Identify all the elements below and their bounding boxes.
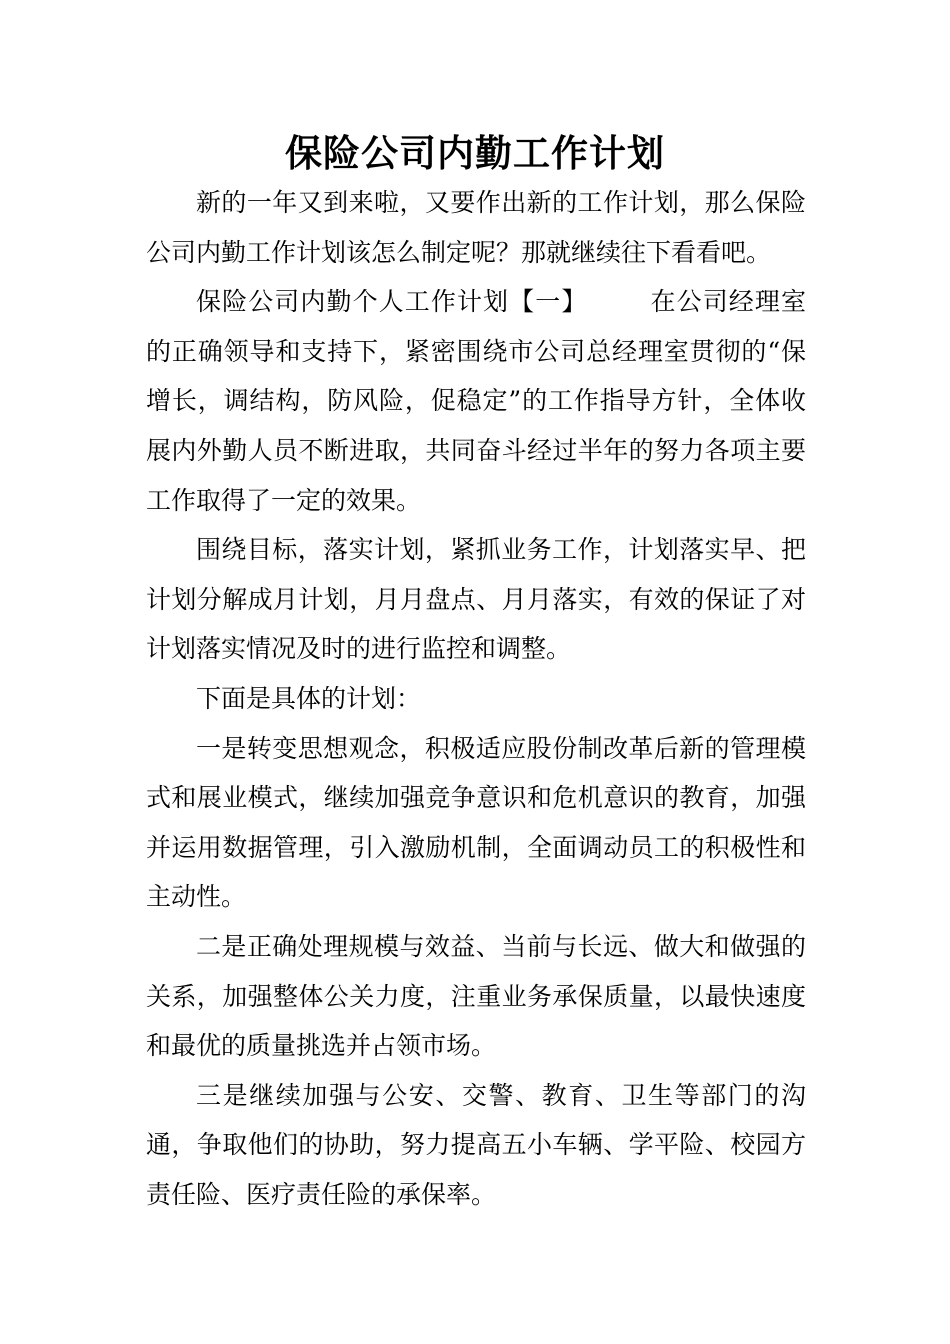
body-paragraph: 二是正确处理规模与效益、当前与长远、做大和做强的关系，加强整体公关力度，注重业务承保质量，以最快速度和最优的质量挑选并占领市场。 bbox=[146, 931, 806, 1061]
body-paragraph: 三是继续加强与公安、交警、教育、卫生等部门的沟通，争取他们的协助，努力提高五小车辆、学平险、校园方责任险、医疗责任险的承保率。 bbox=[146, 1080, 806, 1209]
section-paragraph bbox=[146, 277, 806, 525]
document-title: 保险公司内勤工作计划 bbox=[285, 131, 665, 175]
intro-paragraph: 新的一年又到来啦，又要作出新的工作计划，那么保险公司内勤工作计划该怎么制定呢？那就继续往下看看吧。 bbox=[146, 188, 806, 267]
body-paragraph: 下面是具体的计划： bbox=[196, 683, 422, 713]
document-body bbox=[146, 178, 806, 1219]
section-heading: 保险公司内勤个人工作计划【一】 bbox=[196, 287, 588, 317]
section-text: 在公司经理室的正确领导和支持下，紧密围绕市公司总经理室贯彻的“保增长，调结构，防风险，促稳定”的工作指导方针，全体收展内外勤人员不断进取，共同奋斗经过半年的努力各项主要工作取得了一定的效果。 bbox=[146, 287, 806, 515]
body-paragraph: 围绕目标，落实计划，紧抓业务工作，计划落实早、把计划分解成月计划，月月盘点、月月落实，有效的保证了对计划落实情况及时的进行监控和调整。 bbox=[146, 535, 806, 664]
body-paragraph: 一是转变思想观念，积极适应股份制改革后新的管理模式和展业模式，继续加强竞争意识和危机意识的教育，加强并运用数据管理，引入激励机制，全面调动员工的积极性和主动性。 bbox=[146, 733, 806, 912]
